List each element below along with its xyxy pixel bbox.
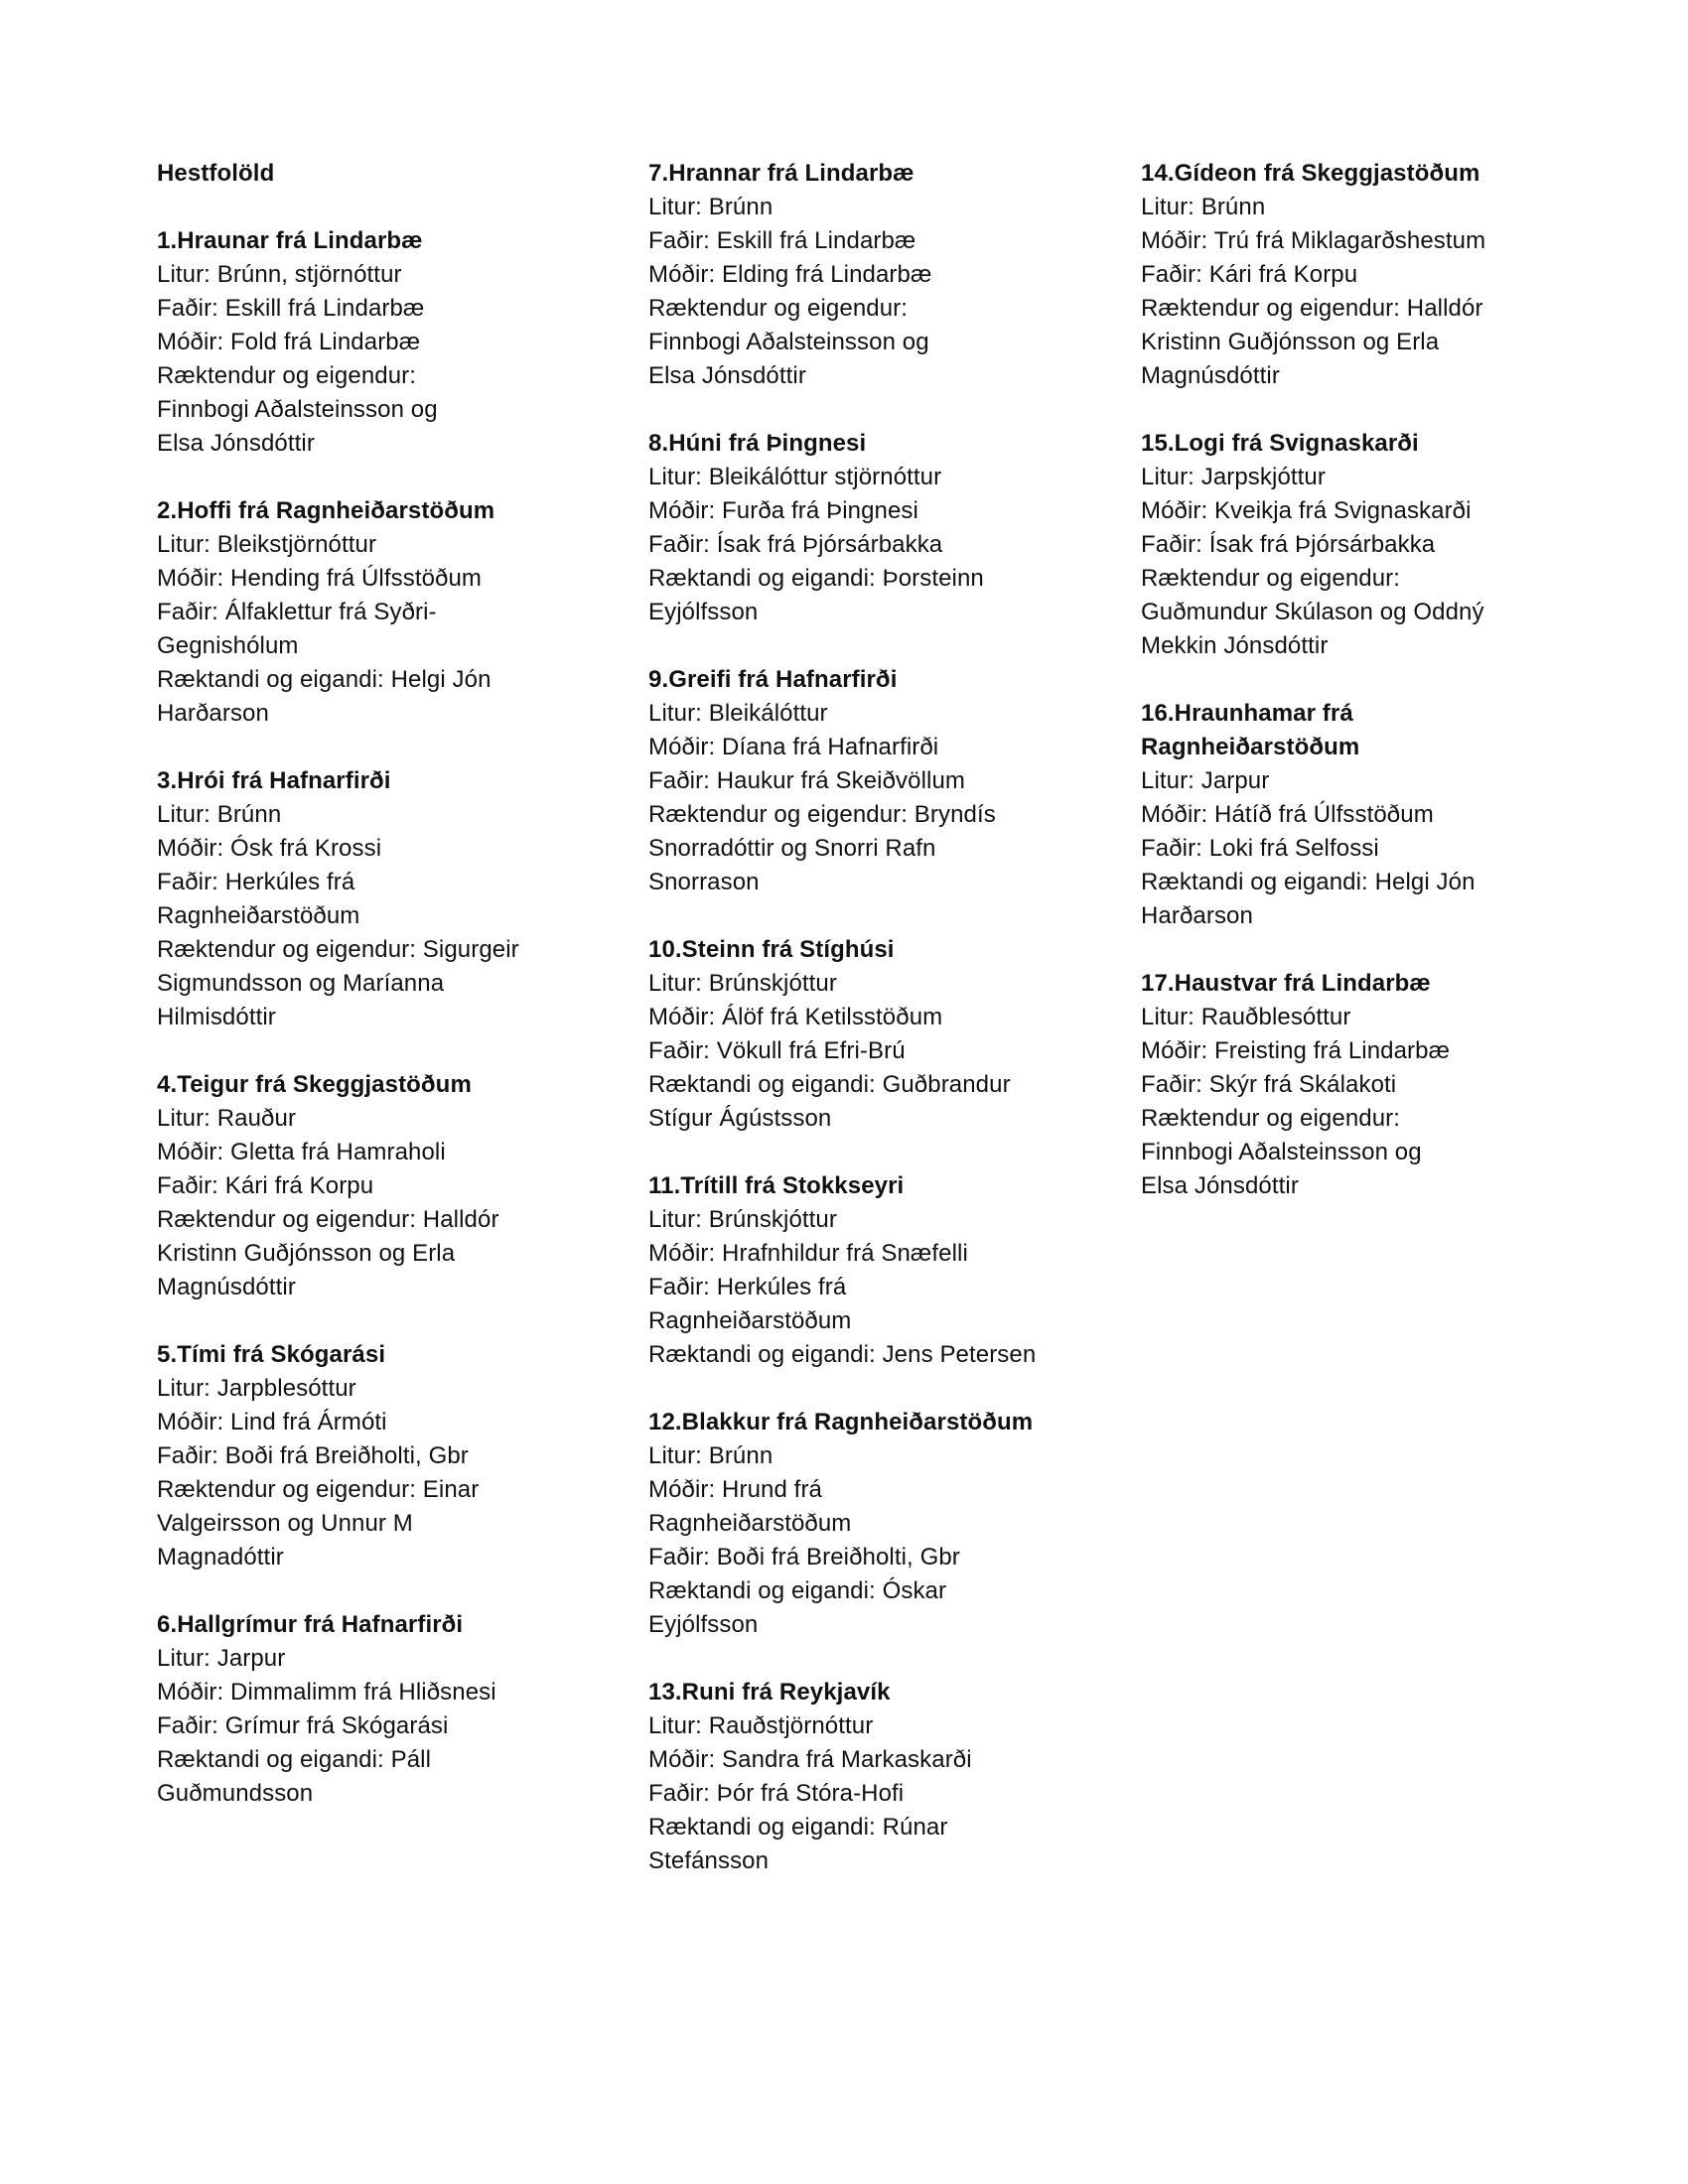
entry-title: 4.Teigur frá Skeggjastöðum: [157, 1071, 472, 1098]
entry-line: Litur: Brúnn: [648, 1442, 774, 1469]
entry-line: Guðmundur Skúlason og Oddný: [1141, 599, 1484, 625]
entry-line: Faðir: Ísak frá Þjórsárbakka: [648, 531, 943, 558]
entry-line: Faðir: Ísak frá Þjórsárbakka: [1141, 531, 1436, 558]
horse-entry: [648, 1676, 1085, 1878]
entry-line: Ragnheiðarstöðum: [648, 1307, 852, 1334]
entry-line: Ræktandi og eigandi: Páll: [157, 1746, 432, 1773]
entry-line: Ræktendur og eigendur: Bryndís: [648, 801, 996, 828]
entry-line: Móðir: Freisting frá Lindarbæ: [1141, 1037, 1451, 1064]
entry-line: Ragnheiðarstöðum: [648, 1510, 852, 1537]
entry-line: Litur: Brúnskjóttur: [648, 970, 837, 997]
entry-line: Ræktendur og eigendur:: [157, 362, 417, 389]
entry-line: Elsa Jónsdóttir: [1141, 1172, 1299, 1199]
entry-title: 14.Gídeon frá Skeggjastöðum: [1141, 160, 1480, 187]
entry-title: 8.Húni frá Þingnesi: [648, 430, 867, 457]
entry-line: Móðir: Ósk frá Krossi: [157, 835, 382, 862]
horse-entry: [1141, 697, 1578, 933]
horse-entry: [157, 1608, 594, 1811]
entry-title: 15.Logi frá Svignaskarði: [1141, 430, 1419, 457]
entry-line: Ragnheiðarstöðum: [157, 902, 360, 929]
entry-title: 12.Blakkur frá Ragnheiðarstöðum: [648, 1409, 1034, 1435]
entry-line: Stefánsson: [648, 1847, 770, 1874]
entry-line: Gegnishólum: [157, 632, 299, 659]
entry-title: 11.Trítill frá Stokkseyri: [648, 1172, 905, 1199]
entry-line: Ræktandi og eigandi: Jens Petersen: [648, 1341, 1037, 1368]
horse-entry: [157, 1068, 594, 1304]
entry-line: Litur: Brúnskjóttur: [648, 1206, 837, 1233]
entry-line: Ræktendur og eigendur:: [1141, 565, 1401, 592]
horse-entry: [648, 1169, 1085, 1372]
entry-line: Faðir: Loki frá Selfossi: [1141, 835, 1379, 862]
entry-line: Ræktendur og eigendur: Halldór: [1141, 295, 1483, 322]
entry-line: Faðir: Grímur frá Skógarási: [157, 1712, 449, 1739]
horse-entry: [648, 933, 1085, 1136]
entry-line: Litur: Jarpur: [1141, 767, 1270, 794]
entry-line: Finnbogi Aðalsteinsson og: [157, 396, 438, 423]
entry-line: Kristinn Guðjónsson og Erla: [1141, 329, 1440, 355]
document-title: Hestfolöld: [157, 160, 275, 187]
entry-line: Faðir: Boði frá Breiðholti, Gbr: [157, 1442, 469, 1469]
entry-title: 3.Hrói frá Hafnarfirði: [157, 767, 391, 794]
horse-entry: [1141, 157, 1578, 393]
entry-line: Faðir: Álfaklettur frá Syðri-: [157, 599, 437, 625]
horse-entry: [648, 157, 1085, 393]
entry-line: Stígur Ágústsson: [648, 1105, 832, 1132]
entry-line: Litur: Brúnn: [648, 194, 774, 220]
entry-title: 13.Runi frá Reykjavík: [648, 1679, 891, 1706]
entry-line: Snorradóttir og Snorri Rafn: [648, 835, 936, 862]
entry-line: Sigmundsson og Maríanna: [157, 970, 445, 997]
column-1: [157, 157, 594, 1844]
entry-line: Eyjólfsson: [648, 1611, 759, 1638]
entry-line: Móðir: Díana frá Hafnarfirði: [648, 734, 939, 760]
horse-entry: [1141, 427, 1578, 663]
entry-line: Valgeirsson og Unnur M: [157, 1510, 413, 1537]
entry-line: Faðir: Kári frá Korpu: [157, 1172, 374, 1199]
horse-entry: [157, 494, 594, 731]
entry-title-line: Ragnheiðarstöðum: [1141, 734, 1360, 760]
entry-line: Móðir: Hending frá Úlfsstöðum: [157, 565, 483, 592]
entry-line: Magnadóttir: [157, 1544, 284, 1570]
entry-line: Faðir: Þór frá Stóra-Hofi: [648, 1780, 905, 1807]
entry-title: 10.Steinn frá Stíghúsi: [648, 936, 895, 963]
entry-line: Magnúsdóttir: [1141, 362, 1280, 389]
entry-line: Móðir: Elding frá Lindarbæ: [648, 261, 932, 288]
entry-title: 6.Hallgrímur frá Hafnarfirði: [157, 1611, 464, 1638]
entry-line: Litur: Bleikálóttur: [648, 700, 828, 727]
entry-title: 17.Haustvar frá Lindarbæ: [1141, 970, 1431, 997]
entry-line: Ræktandi og eigandi: Óskar: [648, 1577, 947, 1604]
entry-line: Móðir: Hrafnhildur frá Snæfelli: [648, 1240, 968, 1267]
entry-title-line: 16.Hraunhamar frá: [1141, 700, 1353, 727]
entry-line: Ræktandi og eigandi: Helgi Jón: [157, 666, 492, 693]
column-2: [648, 157, 1085, 1912]
entry-line: Elsa Jónsdóttir: [648, 362, 806, 389]
entry-line: Faðir: Herkúles frá: [157, 869, 355, 895]
entry-title: 2.Hoffi frá Ragnheiðarstöðum: [157, 497, 495, 524]
horse-entry: [157, 1338, 594, 1574]
entry-line: Móðir: Gletta frá Hamraholi: [157, 1139, 446, 1165]
entry-line: Móðir: Fold frá Lindarbæ: [157, 329, 421, 355]
horse-entry: [648, 1406, 1085, 1642]
entry-line: Litur: Jarpskjóttur: [1141, 464, 1326, 490]
entry-line: Snorrason: [648, 869, 760, 895]
entry-line: Móðir: Sandra frá Markaskarði: [648, 1746, 972, 1773]
entry-line: Ræktandi og eigandi: Helgi Jón: [1141, 869, 1476, 895]
entry-line: Ræktendur og eigendur:: [648, 295, 909, 322]
horse-entry: [648, 663, 1085, 899]
entry-line: Móðir: Furða frá Þingnesi: [648, 497, 918, 524]
entry-line: Finnbogi Aðalsteinsson og: [648, 329, 929, 355]
horse-entry: [648, 427, 1085, 629]
entry-line: Faðir: Kári frá Korpu: [1141, 261, 1358, 288]
entry-line: Litur: Rauðstjörnóttur: [648, 1712, 874, 1739]
entry-line: Finnbogi Aðalsteinsson og: [1141, 1139, 1422, 1165]
entry-title: [1141, 697, 1578, 764]
entry-line: Litur: Bleikstjörnóttur: [157, 531, 377, 558]
entry-line: Móðir: Álöf frá Ketilsstöðum: [648, 1004, 943, 1030]
entry-title: 1.Hraunar frá Lindarbæ: [157, 227, 423, 254]
entry-line: Litur: Brúnn: [1141, 194, 1266, 220]
horse-entry: [1141, 967, 1578, 1203]
entry-title: 7.Hrannar frá Lindarbæ: [648, 160, 914, 187]
entry-line: Móðir: Lind frá Ármóti: [157, 1409, 387, 1435]
entry-line: Ræktendur og eigendur: Einar: [157, 1476, 480, 1503]
entry-line: Faðir: Skýr frá Skálakoti: [1141, 1071, 1397, 1098]
entry-line: Ræktendur og eigendur:: [1141, 1105, 1401, 1132]
entry-line: Móðir: Kveikja frá Svignaskarði: [1141, 497, 1472, 524]
entry-line: Móðir: Dimmalimm frá Hliðsnesi: [157, 1679, 496, 1706]
entry-line: Harðarson: [1141, 902, 1253, 929]
entry-line: Ræktendur og eigendur: Halldór: [157, 1206, 499, 1233]
entry-line: Faðir: Haukur frá Skeiðvöllum: [648, 767, 966, 794]
entry-title: 5.Tími frá Skógarási: [157, 1341, 386, 1368]
entry-line: Litur: Rauður: [157, 1105, 297, 1132]
entry-line: Litur: Jarpblesóttur: [157, 1375, 356, 1402]
entry-line: Mekkin Jónsdóttir: [1141, 632, 1329, 659]
entry-line: Harðarson: [157, 700, 269, 727]
entry-line: Faðir: Vökull frá Efri-Brú: [648, 1037, 906, 1064]
entry-line: Litur: Brúnn, stjörnóttur: [157, 261, 402, 288]
column-3: [1141, 157, 1578, 1237]
entry-line: Móðir: Hátíð frá Úlfsstöðum: [1141, 801, 1434, 828]
entry-line: Kristinn Guðjónsson og Erla: [157, 1240, 456, 1267]
entry-line: Faðir: Eskill frá Lindarbæ: [648, 227, 916, 254]
entry-line: Magnúsdóttir: [157, 1274, 296, 1300]
horse-entry: [157, 764, 594, 1034]
entry-line: Ræktendur og eigendur: Sigurgeir: [157, 936, 519, 963]
entry-line: Litur: Jarpur: [157, 1645, 286, 1672]
entry-line: Móðir: Hrund frá: [648, 1476, 822, 1503]
entry-line: Guðmundsson: [157, 1780, 314, 1807]
entry-line: Móðir: Trú frá Miklagarðshestum: [1141, 227, 1486, 254]
entry-line: Faðir: Eskill frá Lindarbæ: [157, 295, 425, 322]
entry-line: Litur: Brúnn: [157, 801, 282, 828]
entry-line: Elsa Jónsdóttir: [157, 430, 315, 457]
entry-line: Faðir: Herkúles frá: [648, 1274, 847, 1300]
entry-line: Ræktandi og eigandi: Rúnar: [648, 1814, 948, 1841]
entry-line: Hilmisdóttir: [157, 1004, 276, 1030]
entry-line: Eyjólfsson: [648, 599, 759, 625]
entry-line: Faðir: Boði frá Breiðholti, Gbr: [648, 1544, 960, 1570]
entry-line: Litur: Bleikálóttur stjörnóttur: [648, 464, 942, 490]
horse-entry: [157, 224, 594, 461]
entry-title: 9.Greifi frá Hafnarfirði: [648, 666, 898, 693]
entry-line: Ræktandi og eigandi: Þorsteinn: [648, 565, 984, 592]
entry-line: Ræktandi og eigandi: Guðbrandur: [648, 1071, 1011, 1098]
entry-line: Litur: Rauðblesóttur: [1141, 1004, 1351, 1030]
